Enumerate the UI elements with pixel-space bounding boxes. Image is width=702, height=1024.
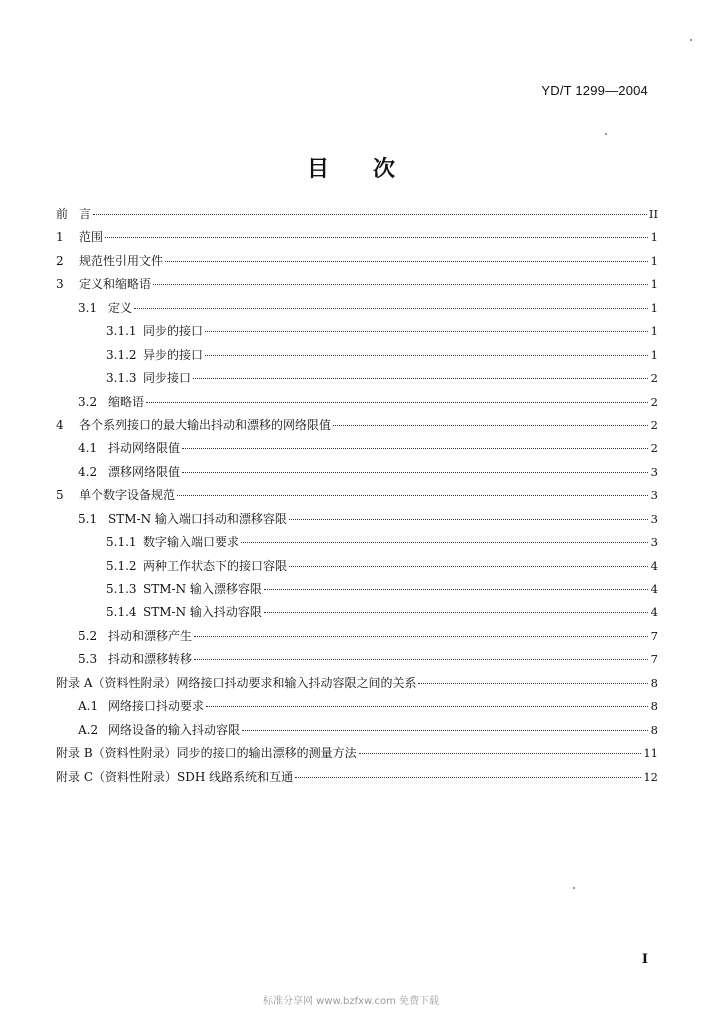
toc-entry-number: 3.1.2 [106, 347, 137, 362]
toc-entry-number: 4.1 [78, 441, 98, 456]
toc-entry-label: 同步接口 [143, 371, 192, 386]
toc-entry-number: 3 [56, 277, 64, 292]
toc-entry[interactable] [56, 414, 658, 437]
toc-entry-page: 4 [650, 558, 658, 573]
toc-entry-label: 范围 [79, 230, 104, 245]
page-number: I [641, 952, 648, 967]
toc-entry-page: 4 [650, 582, 658, 596]
toc-leader-dots [93, 214, 647, 215]
toc-entry-page: 7 [650, 628, 658, 643]
toc-entry-number: A.1 [78, 699, 99, 714]
toc-leader-dots [205, 355, 648, 356]
toc-entry-label: 数字输入端口要求 [143, 535, 240, 550]
toc-leader-dots [359, 753, 642, 754]
toc-entry-number: 1 [56, 230, 64, 245]
toc-entry-page: 2 [650, 394, 658, 409]
toc-entry[interactable] [56, 250, 658, 273]
toc-entry-label: STM-N 输入漂移容限 [143, 582, 262, 596]
toc-entry-label: STM-N 输入抖动容限 [143, 605, 262, 620]
toc-entry[interactable] [56, 367, 658, 390]
toc-leader-dots [146, 402, 648, 403]
toc-leader-dots [193, 378, 648, 379]
toc-entry-number: 5.1 [78, 511, 98, 526]
toc-entry-label: 附录 B（资料性附录）同步的接口的输出漂移的测量方法 [56, 746, 357, 761]
toc-entry-number: 5.1.2 [106, 558, 137, 573]
toc-entry-label: 抖动和漂移转移 [108, 652, 193, 667]
toc-entry-page: 11 [643, 746, 658, 761]
toc-entry-number: 5.2 [78, 628, 98, 643]
toc-entry[interactable] [56, 203, 658, 226]
toc-entry[interactable] [56, 461, 658, 484]
toc-entry-label: 异步的接口 [143, 347, 204, 362]
toc-entry-page: 2 [650, 417, 658, 432]
toc-entry-number: 3.1.3 [106, 371, 137, 386]
toc-entry-label: 网络设备的输入抖动容限 [108, 722, 241, 737]
watermark-text: 标准分享网 www.bzfxw.com 免费下载 [263, 996, 439, 1007]
toc-entry[interactable] [56, 695, 658, 718]
toc-entry-number: 5.1.3 [106, 582, 137, 596]
toc-entry[interactable] [56, 320, 658, 343]
toc-leader-dots [241, 542, 648, 543]
toc-entry[interactable] [56, 484, 658, 507]
toc-entry[interactable] [56, 742, 658, 765]
toc-entry-label: 缩略语 [108, 394, 145, 409]
toc-entry[interactable] [56, 437, 658, 460]
toc-leader-dots [105, 237, 648, 238]
toc-leader-dots [289, 566, 648, 567]
toc-leader-dots [418, 683, 648, 684]
toc-entry[interactable] [56, 391, 658, 414]
toc-entry[interactable] [56, 531, 658, 554]
toc-leader-dots [194, 659, 648, 660]
toc-entry-number: 5.1.1 [106, 535, 137, 550]
toc-entry-label: 附录 C（资料性附录）SDH 线路系统和互通 [56, 769, 294, 784]
scan-speck [605, 133, 607, 135]
toc-entry-page: 1 [650, 324, 658, 339]
toc-entry-label: 附录 A（资料性附录）网络接口抖动要求和输入抖动容限之间的关系 [56, 675, 417, 690]
toc-entry-page: 1 [650, 277, 658, 292]
toc-entry-number: 4.2 [78, 464, 98, 479]
scan-speck [573, 887, 575, 889]
toc-leader-dots [182, 472, 648, 473]
toc-entry[interactable] [56, 625, 658, 648]
toc-entry-page: 1 [650, 230, 658, 245]
toc-leader-dots [205, 331, 648, 332]
toc-leader-dots [264, 612, 648, 613]
scan-speck [690, 39, 692, 41]
toc-entry-number: 前 [56, 207, 69, 221]
toc-entry-page: 3 [650, 464, 658, 479]
toc-entry-page: 12 [643, 769, 658, 784]
toc-entry-number: 3.1.1 [106, 324, 137, 339]
toc-leader-dots [153, 284, 648, 285]
toc-entry-label: 漂移网络限值 [108, 464, 181, 479]
toc-entry-label: 抖动和漂移产生 [108, 628, 193, 643]
toc-entry[interactable] [56, 344, 658, 367]
toc-entry-page: 3 [650, 535, 658, 550]
toc-entry-number: A.2 [78, 722, 99, 737]
toc-entry[interactable] [56, 273, 658, 296]
toc-entry-number: 5.1.4 [106, 605, 137, 620]
toc-entry-page: 8 [650, 722, 658, 737]
toc-entry[interactable] [56, 648, 658, 671]
toc-entry-number: 2 [56, 253, 64, 268]
toc-entry-page: 8 [650, 675, 658, 690]
toc-leader-dots [206, 706, 648, 707]
toc-entry-page: 3 [650, 488, 658, 503]
toc-entry-label: 同步的接口 [143, 324, 204, 339]
toc-entry-number: 5 [56, 488, 64, 503]
toc-entry-page: 3 [650, 511, 658, 526]
toc-entry-number: 3.1 [78, 300, 98, 315]
toc-entry-label: 规范性引用文件 [79, 253, 164, 268]
toc-entry[interactable] [56, 672, 658, 695]
toc-entry-label: 定义 [108, 300, 133, 315]
toc-entry[interactable] [56, 766, 658, 789]
toc-entry[interactable] [56, 297, 658, 320]
toc-entry-label: 抖动网络限值 [108, 441, 181, 456]
toc-leader-dots [182, 448, 648, 449]
toc-entry-label: 各个系列接口的最大输出抖动和漂移的网络限值 [79, 417, 332, 432]
toc-entry[interactable] [56, 508, 658, 531]
toc-entry-number: 3.2 [78, 394, 98, 409]
toc-entry-page: 4 [650, 605, 658, 620]
toc-entry-page: 1 [650, 253, 658, 268]
toc-leader-dots [134, 308, 648, 309]
toc-entry[interactable] [56, 719, 658, 742]
toc-leader-dots [333, 425, 648, 426]
toc-leader-dots [242, 730, 648, 731]
toc-entry-label: 单个数字设备规范 [79, 488, 176, 503]
toc-leader-dots [165, 261, 648, 262]
toc-entry-page: 1 [650, 300, 658, 315]
table-of-contents [56, 203, 658, 789]
toc-entry-label: 网络接口抖动要求 [108, 699, 205, 714]
toc-leader-dots [264, 589, 648, 590]
toc-title [0, 152, 702, 183]
toc-entry[interactable] [56, 578, 658, 601]
toc-entry-page: 2 [650, 441, 658, 456]
toc-entry-number: 4 [56, 417, 64, 432]
toc-entry-page: II [648, 207, 658, 221]
toc-leader-dots [295, 777, 641, 778]
toc-entry[interactable] [56, 555, 658, 578]
toc-entry-page: 8 [650, 699, 658, 714]
toc-leader-dots [194, 636, 648, 637]
toc-entry-page: 2 [650, 371, 658, 386]
toc-leader-dots [289, 519, 648, 520]
standard-code: YD/T 1299—2004 [541, 83, 648, 98]
toc-entry-label: STM-N 输入端口抖动和漂移容限 [108, 511, 287, 526]
toc-entry[interactable] [56, 601, 658, 624]
toc-entry-page: 7 [650, 652, 658, 667]
toc-entry-label: 定义和缩略语 [79, 277, 152, 292]
toc-entry-label: 两种工作状态下的接口容限 [143, 558, 288, 573]
toc-entry-number: 5.3 [78, 652, 98, 667]
toc-entry-label: 言 [79, 207, 92, 221]
toc-leader-dots [177, 495, 648, 496]
toc-title-char-1: 目 [306, 157, 329, 182]
toc-entry-page: 1 [650, 347, 658, 362]
toc-title-char-2: 次 [373, 157, 396, 182]
toc-entry[interactable] [56, 226, 658, 249]
